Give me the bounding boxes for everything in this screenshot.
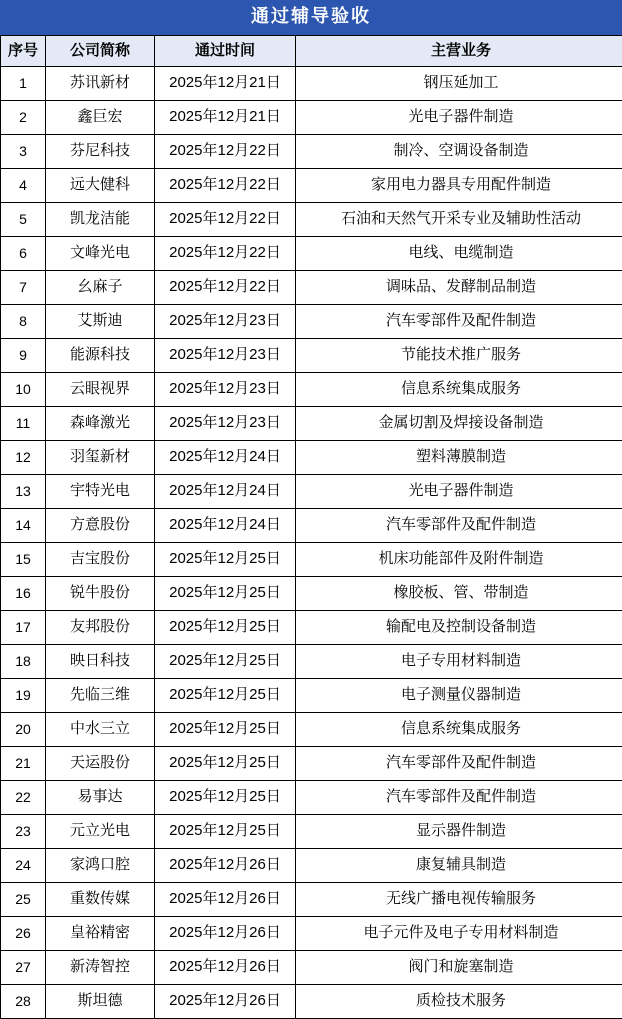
cell-index: 21 <box>1 746 46 780</box>
cell-date: 2025年12月25日 <box>155 746 296 780</box>
cell-index: 16 <box>1 576 46 610</box>
cell-index: 6 <box>1 236 46 270</box>
cell-index: 20 <box>1 712 46 746</box>
cell-date: 2025年12月24日 <box>155 508 296 542</box>
cell-index: 25 <box>1 882 46 916</box>
cell-business: 质检技术服务 <box>296 984 622 1018</box>
table-row <box>1 576 622 610</box>
cell-date: 2025年12月25日 <box>155 678 296 712</box>
table-row <box>1 202 622 236</box>
cell-index: 19 <box>1 678 46 712</box>
cell-business: 电子元件及电子专用材料制造 <box>296 916 622 950</box>
cell-business: 石油和天然气开采专业及辅助性活动 <box>296 202 622 236</box>
cell-company: 友邦股份 <box>46 610 155 644</box>
cell-company: 重数传媒 <box>46 882 155 916</box>
cell-date: 2025年12月22日 <box>155 270 296 304</box>
cell-date: 2025年12月23日 <box>155 406 296 440</box>
cell-index: 4 <box>1 168 46 202</box>
cell-date: 2025年12月25日 <box>155 712 296 746</box>
cell-business: 汽车零部件及配件制造 <box>296 508 622 542</box>
table-row <box>1 168 622 202</box>
table-row <box>1 134 622 168</box>
cell-company: 鑫巨宏 <box>46 100 155 134</box>
cell-index: 18 <box>1 644 46 678</box>
cell-date: 2025年12月25日 <box>155 542 296 576</box>
cell-index: 27 <box>1 950 46 984</box>
table-header <box>1 35 622 66</box>
cell-company: 羽玺新材 <box>46 440 155 474</box>
table-row <box>1 746 622 780</box>
cell-company: 吉宝股份 <box>46 542 155 576</box>
approval-table <box>0 35 622 1019</box>
cell-date: 2025年12月26日 <box>155 882 296 916</box>
cell-index: 26 <box>1 916 46 950</box>
table-row <box>1 304 622 338</box>
cell-index: 10 <box>1 372 46 406</box>
cell-index: 24 <box>1 848 46 882</box>
cell-date: 2025年12月23日 <box>155 338 296 372</box>
cell-business: 汽车零部件及配件制造 <box>296 746 622 780</box>
cell-business: 无线广播电视传输服务 <box>296 882 622 916</box>
cell-index: 5 <box>1 202 46 236</box>
column-header-business: 主营业务 <box>296 35 622 66</box>
cell-business: 电线、电缆制造 <box>296 236 622 270</box>
cell-company: 芬尼科技 <box>46 134 155 168</box>
cell-index: 8 <box>1 304 46 338</box>
cell-company: 中水三立 <box>46 712 155 746</box>
cell-company: 锐牛股份 <box>46 576 155 610</box>
table-row <box>1 882 622 916</box>
cell-company: 凯龙洁能 <box>46 202 155 236</box>
cell-business: 阀门和旋塞制造 <box>296 950 622 984</box>
cell-business: 光电子器件制造 <box>296 474 622 508</box>
cell-company: 宇特光电 <box>46 474 155 508</box>
cell-business: 信息系统集成服务 <box>296 372 622 406</box>
cell-date: 2025年12月23日 <box>155 304 296 338</box>
cell-index: 12 <box>1 440 46 474</box>
cell-company: 元立光电 <box>46 814 155 848</box>
cell-index: 3 <box>1 134 46 168</box>
table-row <box>1 780 622 814</box>
table-row <box>1 950 622 984</box>
cell-date: 2025年12月25日 <box>155 610 296 644</box>
cell-index: 28 <box>1 984 46 1018</box>
cell-date: 2025年12月26日 <box>155 916 296 950</box>
cell-company: 斯坦德 <box>46 984 155 1018</box>
cell-business: 金属切割及焊接设备制造 <box>296 406 622 440</box>
table-header-row <box>1 35 622 66</box>
cell-date: 2025年12月24日 <box>155 474 296 508</box>
cell-date: 2025年12月25日 <box>155 814 296 848</box>
cell-index: 1 <box>1 66 46 100</box>
cell-business: 家用电力器具专用配件制造 <box>296 168 622 202</box>
cell-business: 钢压延加工 <box>296 66 622 100</box>
cell-index: 17 <box>1 610 46 644</box>
table-row <box>1 916 622 950</box>
cell-date: 2025年12月22日 <box>155 236 296 270</box>
cell-date: 2025年12月25日 <box>155 576 296 610</box>
cell-business: 电子专用材料制造 <box>296 644 622 678</box>
cell-index: 9 <box>1 338 46 372</box>
cell-business: 机床功能部件及附件制造 <box>296 542 622 576</box>
table-row <box>1 848 622 882</box>
cell-business: 康复辅具制造 <box>296 848 622 882</box>
cell-company: 易事达 <box>46 780 155 814</box>
table-row <box>1 372 622 406</box>
cell-date: 2025年12月26日 <box>155 950 296 984</box>
cell-date: 2025年12月21日 <box>155 100 296 134</box>
cell-company: 幺麻子 <box>46 270 155 304</box>
cell-index: 15 <box>1 542 46 576</box>
cell-company: 皇裕精密 <box>46 916 155 950</box>
cell-company: 艾斯迪 <box>46 304 155 338</box>
cell-company: 先临三维 <box>46 678 155 712</box>
column-header-index: 序号 <box>1 35 46 66</box>
cell-business: 调味品、发酵制品制造 <box>296 270 622 304</box>
table-row <box>1 508 622 542</box>
cell-index: 7 <box>1 270 46 304</box>
cell-business: 制冷、空调设备制造 <box>296 134 622 168</box>
cell-business: 汽车零部件及配件制造 <box>296 780 622 814</box>
cell-date: 2025年12月21日 <box>155 66 296 100</box>
cell-company: 苏讯新材 <box>46 66 155 100</box>
cell-company: 天运股份 <box>46 746 155 780</box>
cell-business: 节能技术推广服务 <box>296 338 622 372</box>
table-body <box>1 66 622 1018</box>
cell-date: 2025年12月22日 <box>155 202 296 236</box>
cell-index: 22 <box>1 780 46 814</box>
table-row <box>1 712 622 746</box>
table-row <box>1 236 622 270</box>
cell-business: 显示器件制造 <box>296 814 622 848</box>
cell-index: 11 <box>1 406 46 440</box>
cell-company: 映日科技 <box>46 644 155 678</box>
table-row <box>1 814 622 848</box>
table-row <box>1 542 622 576</box>
table-row <box>1 100 622 134</box>
column-header-date: 通过时间 <box>155 35 296 66</box>
cell-business: 汽车零部件及配件制造 <box>296 304 622 338</box>
cell-date: 2025年12月25日 <box>155 644 296 678</box>
cell-business: 输配电及控制设备制造 <box>296 610 622 644</box>
table-row <box>1 270 622 304</box>
cell-business: 光电子器件制造 <box>296 100 622 134</box>
cell-date: 2025年12月26日 <box>155 848 296 882</box>
cell-company: 文峰光电 <box>46 236 155 270</box>
page-title: 通过辅导验收 <box>0 0 622 35</box>
cell-date: 2025年12月22日 <box>155 168 296 202</box>
table-row <box>1 66 622 100</box>
cell-index: 23 <box>1 814 46 848</box>
cell-index: 13 <box>1 474 46 508</box>
cell-company: 森峰激光 <box>46 406 155 440</box>
table-row <box>1 406 622 440</box>
cell-company: 家鸿口腔 <box>46 848 155 882</box>
cell-business: 信息系统集成服务 <box>296 712 622 746</box>
cell-company: 远大健科 <box>46 168 155 202</box>
cell-date: 2025年12月23日 <box>155 372 296 406</box>
cell-date: 2025年12月24日 <box>155 440 296 474</box>
cell-date: 2025年12月25日 <box>155 780 296 814</box>
table-row <box>1 338 622 372</box>
cell-business: 电子测量仪器制造 <box>296 678 622 712</box>
cell-company: 方意股份 <box>46 508 155 542</box>
table-row <box>1 440 622 474</box>
cell-index: 2 <box>1 100 46 134</box>
cell-company: 新涛智控 <box>46 950 155 984</box>
table-row <box>1 644 622 678</box>
cell-date: 2025年12月26日 <box>155 984 296 1018</box>
cell-business: 橡胶板、管、带制造 <box>296 576 622 610</box>
cell-index: 14 <box>1 508 46 542</box>
table-row <box>1 610 622 644</box>
table-row <box>1 474 622 508</box>
cell-date: 2025年12月22日 <box>155 134 296 168</box>
cell-company: 云眼视界 <box>46 372 155 406</box>
cell-business: 塑料薄膜制造 <box>296 440 622 474</box>
cell-company: 能源科技 <box>46 338 155 372</box>
column-header-company: 公司简称 <box>46 35 155 66</box>
table-row <box>1 678 622 712</box>
table-row <box>1 984 622 1018</box>
